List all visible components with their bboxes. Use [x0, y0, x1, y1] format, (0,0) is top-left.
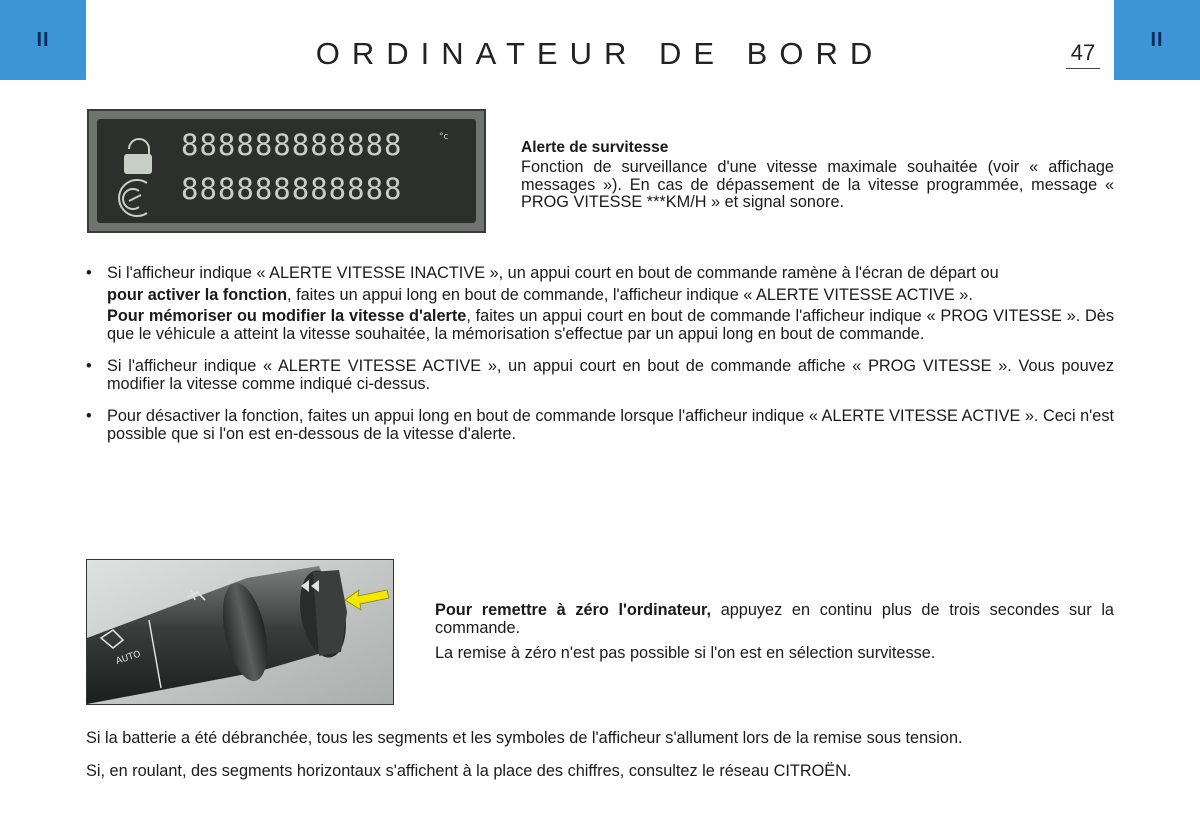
speed-alert-text: Fonction de surveillance d'une vitesse maximale souhaitée (voir « affichage messages »). En cas de dépassement de la vitesse programmée, message « PROG VITESSE ***KM/H » et signal sonore. [521, 158, 1114, 211]
segments-note: Si, en roulant, des segments horizontaux s'affichent à la place des chiffres, consultez le réseau CITROËN. [86, 761, 852, 780]
reset-bold: Pour remettre à zéro l'ordinateur, [435, 601, 712, 619]
list-item [86, 358, 1114, 393]
footer-notes [86, 730, 1114, 780]
bullet-subparagraph [107, 308, 1114, 343]
bold-phrase: pour activer la fonction [107, 285, 288, 304]
list-item [86, 265, 1114, 343]
speedometer-icon [119, 180, 147, 216]
stalk-marking-auto: AUTO [114, 649, 143, 667]
bullet-text: Si l'afficheur indique « ALERTE VITESSE ACTIVE », un appui court en bout de commande affiche « PROG VITESSE ». Vous pouvez modifier la vitesse comme indiqué ci-dessus. [107, 357, 1114, 393]
speed-alert-title: Alerte de survitesse [521, 139, 669, 156]
sub-text: , faites un appui court en bout de commande l'afficheur indique « PROG VITESSE ». Dès que le véhicule a atteint la vitesse souhaitée, la mémorisation s'effectue par un appui long en bout de commande. [107, 307, 1114, 343]
lcd-line-1: 888888888888 [181, 128, 403, 162]
bullet-text: Pour désactiver la fonction, faites un appui long en bout de commande lorsque l'afficheur indique « ALERTE VITESSE ACTIVE ». Ceci n'est possible que si l'on est en-dessous de la vitesse d'alerte. [107, 407, 1114, 443]
stalk-illustration [87, 560, 393, 704]
bullet-dot: • [86, 407, 92, 425]
section-tab-left [0, 0, 86, 80]
reset-note: La remise à zéro n'est pas possible si l'on est en sélection survitesse. [435, 644, 936, 662]
page-title: ORDINATEUR DE BORD [315, 36, 885, 71]
lcd-display-image [87, 109, 486, 233]
bullet-dot: • [86, 264, 92, 282]
bold-phrase: Pour mémoriser ou modifier la vitesse d'alerte [107, 307, 467, 325]
reset-instruction [435, 602, 1114, 637]
instruction-list [86, 265, 1114, 458]
section-tab-right [1114, 0, 1200, 80]
bullet-dot: • [86, 357, 92, 375]
section-mark-left: II [36, 28, 50, 51]
lock-icon [125, 139, 151, 173]
reset-section [435, 602, 1114, 663]
list-item [86, 408, 1114, 443]
lcd-line-2: 888888888888 [181, 172, 403, 206]
control-stalk-image [86, 559, 394, 705]
degree-symbol: °c [439, 132, 449, 142]
battery-note: Si la batterie a été débranchée, tous les segments et les symboles de l'afficheur s'allument lors de la remise sous tension. [86, 729, 963, 747]
bullet-text: Si l'afficheur indique « ALERTE VITESSE INACTIVE », un appui court en bout de commande ramène à l'écran de départ ou [107, 264, 999, 282]
speed-alert-section [521, 139, 1114, 212]
lcd-illustration [89, 111, 484, 231]
bullet-subparagraph [107, 287, 1114, 305]
sub-text: , faites un appui long en bout de commande, l'afficheur indique « ALERTE VITESSE ACTIVE ». [287, 285, 973, 304]
reset-text: appuyez en continu plus de trois secondes sur la commande. [435, 601, 1114, 637]
page-number: 47 [1066, 40, 1100, 69]
section-mark-right: II [1150, 28, 1164, 51]
